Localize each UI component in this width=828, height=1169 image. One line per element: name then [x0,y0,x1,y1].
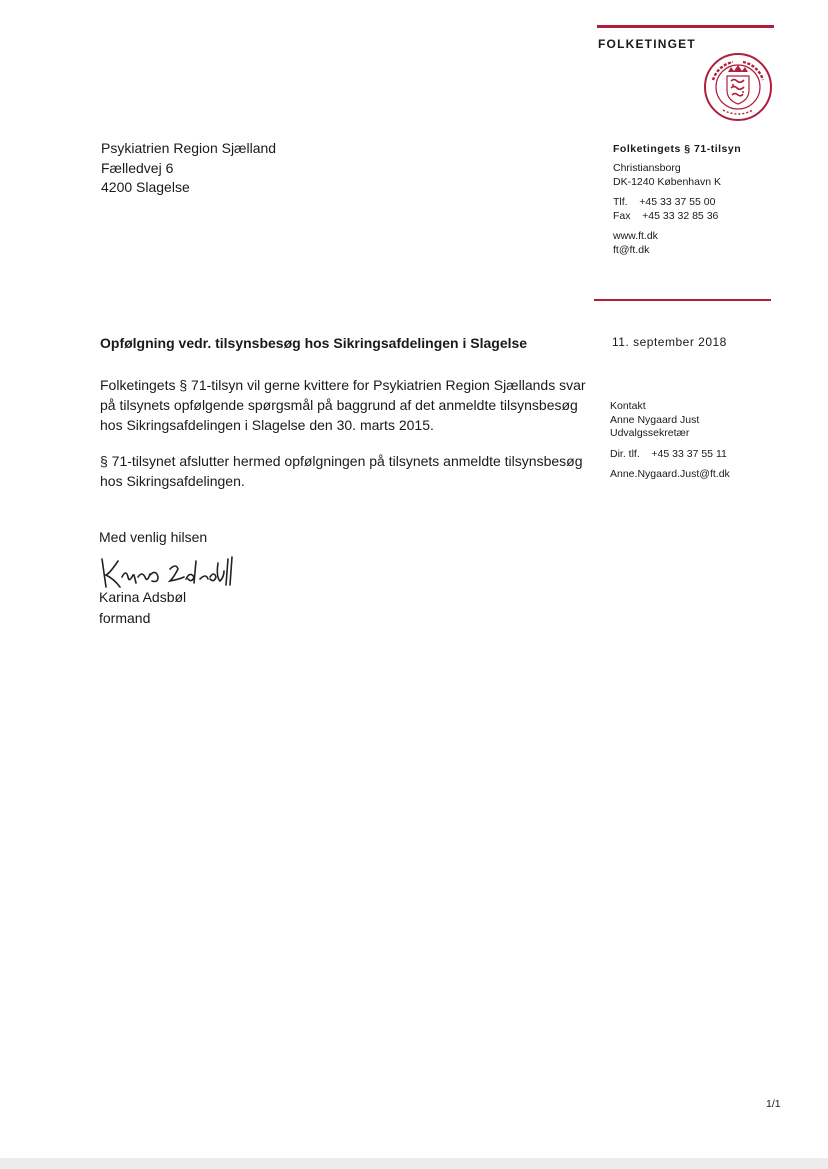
contact-email: Anne.Nygaard.Just@ft.dk [610,468,730,480]
contact-role: Udvalgssekretær [610,427,690,439]
scan-edge [0,1158,828,1169]
page-number: 1/1 [766,1098,781,1110]
sender-website: www.ft.dk [613,230,658,242]
closing-greeting: Med venlig hilsen [99,529,208,545]
body-paragraph-1: Folketingets § 71-tilsyn vil gerne kvittere for Psykiatrien Region Sjællands svar på tilsynets opfølgende spørgsmål på baggrund af det anmeldte tilsynsbesøg hos Sikringsafdelingen i Slagelse den 30. marts 2015. [100,377,586,433]
sender-title: Folketingets § 71-tilsyn [613,143,742,155]
signer-block [99,587,186,628]
sender-phone: Tlf. +45 33 37 55 00 [613,196,716,208]
recipient-address [101,139,276,198]
recipient-city: 4200 Slagelse [101,179,190,195]
letter-date: 11. september 2018 [612,335,727,349]
contact-direct-phone: Dir. tlf. +45 33 37 55 11 [610,447,727,460]
signer-role: formand [99,609,151,626]
sender-fax: Fax +45 33 32 85 36 [613,210,719,222]
contact-heading: Kontakt [610,400,646,412]
brand-name: FOLKETINGET [598,37,696,51]
contact-name: Anne Nygaard Just [610,413,700,426]
section-rule [594,299,771,301]
body-paragraph-2: § 71-tilsynet afslutter hermed opfølgningen på tilsynets anmeldte tilsynsbesøg hos Sikringsafdelingen. [100,453,583,489]
sender-address-line-2: DK-1240 København K [613,176,721,188]
header-rule [597,25,774,28]
sender-address-line-1: Christiansborg [613,162,681,174]
folketinget-seal-icon [703,52,773,122]
letter-subject: Opfølgning vedr. tilsynsbesøg hos Sikringsafdelingen i Slagelse [100,335,528,351]
sender-email: ft@ft.dk [613,244,650,256]
recipient-name: Psykiatrien Region Sjælland [101,140,277,156]
handwritten-signature [96,551,246,591]
recipient-street: Fælledvej 6 [101,159,174,176]
contact-block [610,400,810,482]
sender-block [613,142,803,257]
signer-name: Karina Adsbøl [99,589,187,605]
letter-body [100,375,590,507]
